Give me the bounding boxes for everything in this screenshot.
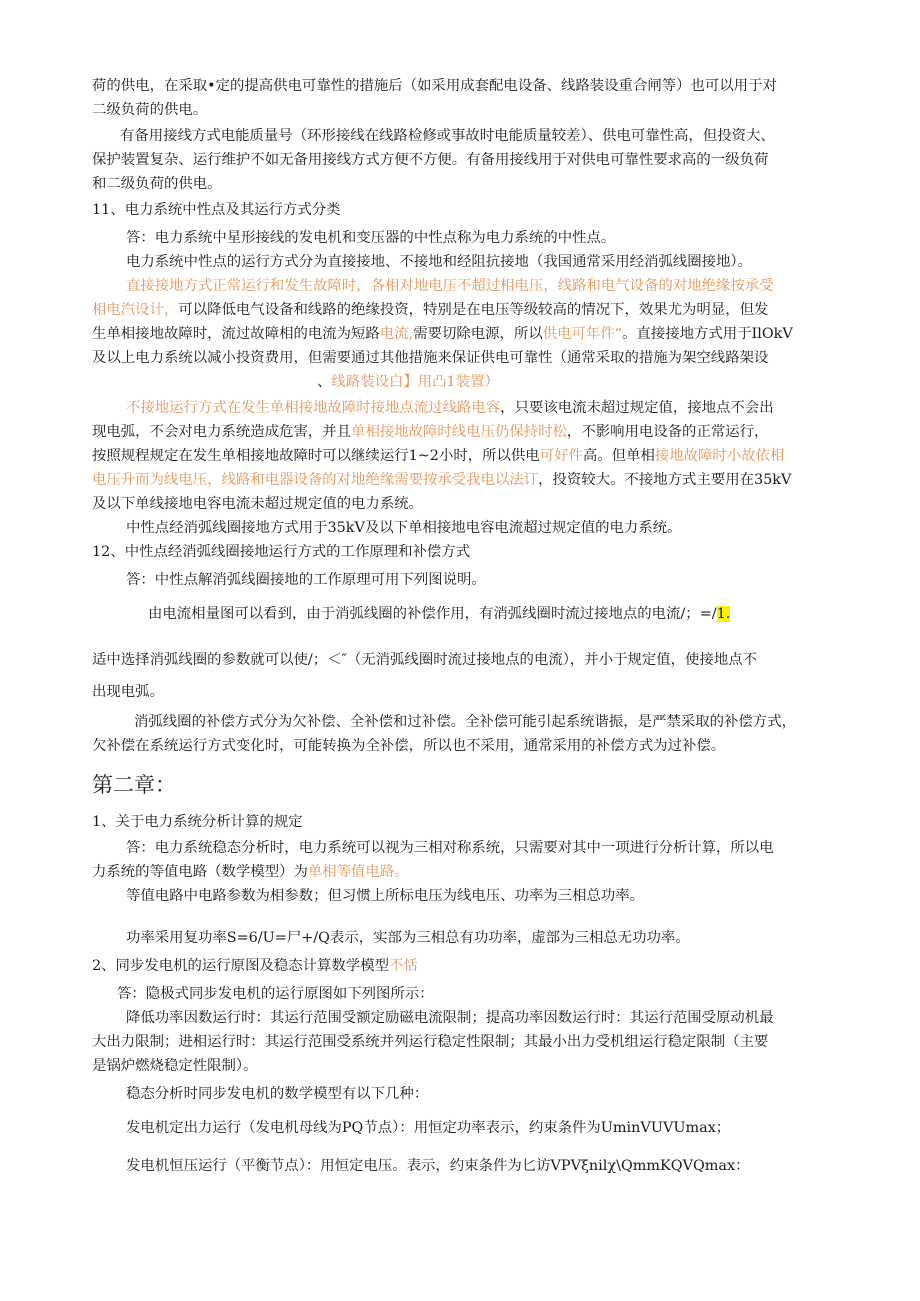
text-line: [126, 1008, 866, 1028]
text-segment: 1、关于电力系统分析计算的规定: [92, 814, 303, 830]
section-heading: [92, 542, 832, 562]
text-segment: 发电机恒压运行（平衡节点）：用恒定电压。表示，约束条件为匕访VPVξnilχ\QmmKQVQmax：: [126, 1158, 750, 1174]
text-line: [92, 300, 832, 320]
text-line: [92, 446, 832, 466]
text-segment: 功率采用复功率S=6∕U=尸+/Q表示，实部为三相总有功功率，虚部为三相总无功功率。: [126, 930, 690, 946]
text-line: [92, 470, 832, 490]
text-segment: 2、同步发电机的运行原图及稳态计算数学模型: [92, 958, 389, 974]
section-heading: [92, 200, 832, 220]
text-line: [126, 886, 866, 906]
text-segment: 大出力限制；进相运行时：其运行范围受系统并列运行稳定性限制；其最小出力受机组运行稳定限制（主要: [92, 1034, 769, 1050]
text-line: [126, 838, 866, 858]
text-line: [126, 570, 866, 590]
text-line: [148, 604, 888, 624]
text-line: [92, 862, 832, 882]
text-segment: 稳态分析时同步发电机的数学模型有以下几种：: [126, 1086, 429, 1102]
text-segment: 及以上电力系统以减小投资费用，但需要通过其他措施来保证供电可靠性（通常采取的措施为架空线路架设: [92, 350, 769, 366]
text-segment: 消弧线圈的补偿方式分为欠补偿、全补偿和过补偿。全补偿可能引起系统谐振，是严禁采取的补偿方式，: [134, 714, 796, 730]
text-segment: 适中选择消弧线圈的参数就可以使/；＜″（无消弧线圈时流过接地点的电流），并小于规定值，使接地点不: [92, 652, 757, 668]
highlighted-text: 1.: [716, 606, 731, 622]
annotation-text: 单相接地故障时线电压仍保持时松: [351, 424, 567, 440]
text-line: [126, 928, 866, 948]
annotation-text: 不接地运行方式在发生单相接地故障时接地点流过线路电容: [126, 400, 501, 416]
annotation-text: 线路装设白】用凸1装置）: [331, 374, 499, 390]
text-segment: 电力系统中性点的运行方式分为直接接地、不接地和经阻抗接地（我国通常采用经消弧线圈接地）。: [126, 254, 752, 270]
text-segment: 荷的供电，在采取•定的提高供电可靠性的措施后（如采用成套配电设备、线路装设重合闸等）也可以用于对: [92, 78, 777, 94]
text-line: [126, 228, 866, 248]
text-segment: 按照规程规定在发生单相接地故障时可以继续运行1~2小时，所以供电: [92, 448, 540, 464]
text-segment: 中性点经消弧线圈接地方式用于35kV及以下单相接地电容电流超过规定值的电力系统。: [126, 520, 682, 536]
text-line: [126, 398, 866, 418]
text-line: [120, 126, 860, 146]
text-line: [117, 984, 857, 1004]
text-segment: 答：中性点解消弧线圈接地的工作原理可用下列图说明。: [126, 572, 486, 588]
text-line: [126, 518, 866, 538]
text-segment: 、: [317, 374, 332, 390]
annotation-text: 接地故障时小故依相: [654, 448, 785, 464]
text-segment: 是锅炉燃烧稳定性限制）。: [92, 1058, 258, 1074]
text-segment: 。直接接地方式用于IlOkV: [622, 326, 793, 342]
annotation-text: 不恬: [388, 958, 418, 974]
text-segment: 答：隐极式同步发电机的运行原图如下列图所示：: [117, 986, 434, 1002]
text-segment: 答：电力系统稳态分析时，电力系统可以视为三相对称系统，只需要对其中一项进行分析计算，所以电: [126, 840, 774, 856]
text-segment: ，不影响用电设备的正常运行，: [566, 424, 769, 440]
text-segment: 高。但单相: [582, 448, 655, 464]
text-line: [317, 372, 920, 392]
text-line: [92, 736, 832, 756]
text-segment: 保护装置复杂、运行维护不如无备用接线方式方便不方便。有备用接线用于对供电可靠性要求高的一级负荷: [92, 152, 769, 168]
text-segment: 和二级负荷的供电。: [92, 176, 222, 192]
text-segment: 11、电力系统中性点及其运行方式分类: [92, 202, 341, 218]
text-segment: ，只要该电流未超过规定值，接地点不会出: [500, 400, 774, 416]
annotation-text: 电流,: [379, 326, 414, 342]
text-segment: 发电机定出力运行（发电机母线为PQ节点）：用恒定功率表示，约束条件为UminVUVUmax；: [126, 1120, 731, 1136]
text-line: [92, 324, 832, 344]
text-segment: 二级负荷的供电。: [92, 102, 208, 118]
text-line: [126, 1156, 866, 1176]
text-line: [92, 650, 832, 670]
annotation-text: 单相等值电路。: [307, 864, 409, 880]
text-segment: 及以下单线接地电容电流未超过规定值的电力系统。: [92, 496, 423, 512]
text-line: [92, 1032, 832, 1052]
text-segment: 等值电路中电路参数为相参数；但习惯上所标电压为线电压、功率为三相总功率。: [126, 888, 645, 904]
annotation-text: 相电汽设计，: [92, 302, 179, 318]
text-line: [126, 1084, 866, 1104]
text-segment: 可以降低电气设备和线路的绝缘投资，特别是在电压等级较高的情况下，效果尤为明显，但发: [178, 302, 769, 318]
text-line: [126, 1118, 866, 1138]
annotation-text: 可好件: [539, 448, 583, 464]
text-line: [134, 712, 874, 732]
text-segment: 降低功率因数运行时：其运行范围受额定励磁电流限制；提高功率因数运行时：其运行范围受原动机最: [126, 1010, 774, 1026]
text-line: [126, 276, 866, 296]
text-segment: 12、中性点经消弧线圈接地运行方式的工作原理和补偿方式: [92, 544, 471, 560]
text-line: [92, 422, 832, 442]
chapter-heading: 第二章：: [92, 773, 176, 797]
text-segment: ，投资较大。不接地方式主要用在35kV: [538, 472, 792, 488]
text-segment: 由电流相量图可以看到，由于消弧线圈的补偿作用，有消弧线圈时流过接地点的电流/；=/: [148, 606, 717, 622]
text-segment: 答：电力系统中星形接线的发电机和变压器的中性点称为电力系统的中性点。: [126, 230, 616, 246]
annotation-text: 电压升而为线电压，线路和电器设备的对地绝缘需要按承受我电以法订: [92, 472, 539, 488]
text-line: [92, 682, 832, 702]
text-segment: 生单相接地故障时，流过故障相的电流为短路: [92, 326, 380, 342]
annotation-text: 供电可年件“: [542, 326, 623, 342]
text-segment: 有备用接线方式电能质量号（环形接线在线路检修或事故时电能质量较差）、供电可靠性高，但投资大、: [120, 128, 775, 144]
text-segment: 现电弧，不会对电力系统造成危害，并且: [92, 424, 352, 440]
text-line: [92, 150, 832, 170]
text-line: [92, 174, 832, 194]
text-line: [92, 100, 832, 120]
text-line: [92, 76, 832, 96]
text-line: [92, 1056, 832, 1076]
text-line: [126, 252, 866, 272]
text-segment: 需要切除电源，所以: [413, 326, 543, 342]
annotation-text: 直接接地方式正常运行和发生故障时，各相对地电压不超过相电压，线路和电气设备的对地绝缘按承受: [126, 278, 774, 294]
text-segment: 出现电弧。: [92, 684, 164, 700]
text-line: [92, 494, 832, 514]
text-line: [92, 348, 832, 368]
text-segment: 力系统的等值电路（数学模型）为: [92, 864, 308, 880]
section-heading: [92, 812, 832, 832]
text-segment: 欠补偿在系统运行方式变化时，可能转换为全补偿，所以也不采用，通常采用的补偿方式为过补偿。: [92, 738, 726, 754]
section-heading: [92, 956, 832, 976]
